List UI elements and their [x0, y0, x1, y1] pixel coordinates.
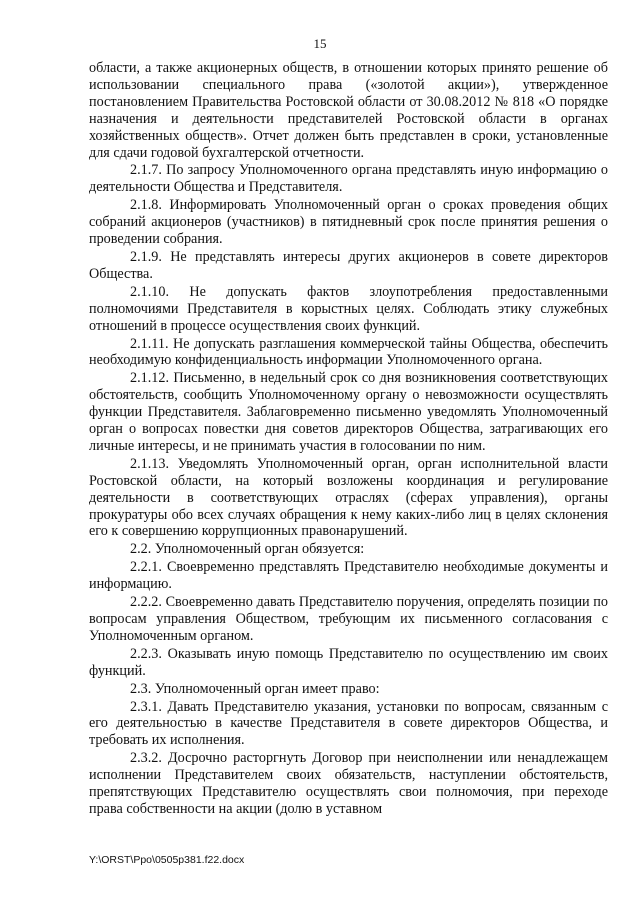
paragraph-2-1-12: 2.1.12. Письменно, в недельный срок со дня возникновения соответствующих обстоятельств, сообщить Уполномоченному органу о невозможности осуществлять функции Представителя. Заблаговременно письменно уведомлять Уполномоченный орган о вопросах повестки дня советов директоров Общества, затрагивающих его личные интересы, и не принимать участия в голосовании по ним. — [89, 370, 608, 454]
paragraph-2-2: 2.2. Уполномоченный орган обязуется: — [130, 541, 365, 558]
paragraph-2-1-8: 2.1.8. Информировать Уполномоченный орган о сроках проведения общих собраний акционеров (участников) в пятидневный срок после принятия решения о проведении собрания. — [89, 197, 608, 248]
paragraph-2-1-10: 2.1.10. Не допускать фактов злоупотребления предоставленными полномочиями Представителя в корыстных целях. Соблюдать этику служебных отношений в процессе осуществления своих функций. — [89, 283, 608, 334]
paragraph-2-2-2: 2.2.2. Своевременно давать Представителю поручения, определять позиции по вопросам управления Обществом, требующим их письменного согласования с Уполномоченным органом. — [89, 594, 608, 644]
document-body — [89, 60, 608, 819]
paragraph-continuation: области, а также акционерных обществ, в отношении которых принято решение об использовании специального права («золотой акции»), утвержденное постановлением Правительства Ростовской области от 30.08.2012 № 818 «О порядке назначения и деятельности представителей Ростовской области в органах хозяйственных обществ». Отчет должен быть представлен в сроки, установленные для сдачи годовой бухгалтерской отчетности. — [89, 60, 608, 161]
paragraph-2-1-11: 2.1.11. Не допускать разглашения коммерческой тайны Общества, обеспечить необходимую конфиденциальность информации Уполномоченного органа. — [89, 335, 608, 369]
paragraph-2-2-3: 2.2.3. Оказывать иную помощь Представителю по осуществлению им своих функций. — [89, 645, 608, 679]
page-number: 15 — [313, 36, 327, 51]
paragraph-2-1-9: 2.1.9. Не представлять интересы других акционеров в совете директоров Общества. — [89, 248, 608, 282]
paragraph-2-1-7: 2.1.7. По запросу Уполномоченного органа представлять иную информацию о деятельности Общества и Представителя. — [89, 162, 608, 196]
paragraph-2-3-1: 2.3.1. Давать Представителю указания, установки по вопросам, связанным с его деятельностью в качестве Представителя в совете директоров Общества, и требовать их исполнения. — [89, 698, 608, 749]
paragraph-2-2-1: 2.2.1. Своевременно представлять Представителю необходимые документы и информацию. — [89, 559, 608, 593]
paragraph-2-3-2: 2.3.2. Досрочно расторгнуть Договор при неисполнении или ненадлежащем исполнении Представителем своих обязательств, наступлении обстоятельств, препятствующих Представителю осуществлять свои полномочия, при переходе права собственности на акции (долю в уставном — [89, 750, 608, 817]
paragraph-2-1-13: 2.1.13. Уведомлять Уполномоченный орган, орган исполнительной власти Ростовской области, на который возложены координация и регулирование деятельности в соответствующих отраслях (сферах управления), органы прокуратуры обо всех случаях обращения к нему каких-либо лиц в целях склонения его к совершению коррупционных правонарушений. — [89, 455, 608, 540]
paragraph-2-3: 2.3. Уполномоченный орган имеет право: — [130, 680, 380, 697]
footer-file-path: Y:\ORST\Ppo\0505p381.f22.docx — [89, 854, 245, 866]
